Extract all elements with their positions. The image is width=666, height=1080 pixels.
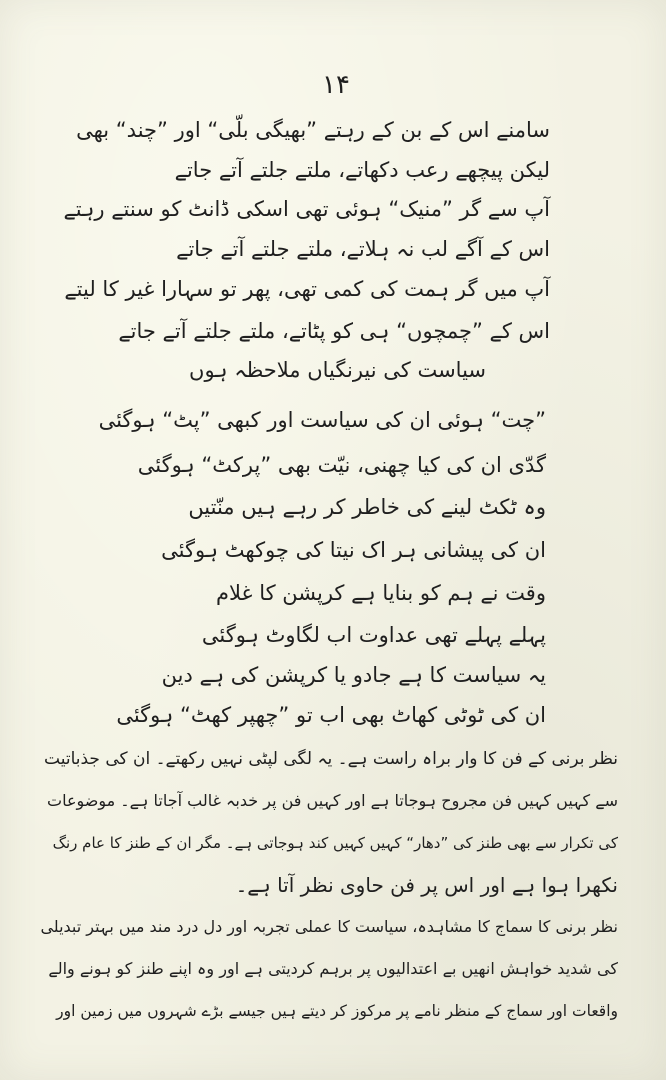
prose-line-4: نکھرا ہوا ہے اور اس پر فن حاوی نظر آتا ہے۔ [235, 873, 618, 897]
prose-line-7: واقعات اور سماج کے منظر نامے پر مرکوز کر دیتے ہیں جیسے بڑے شہروں میں زمین اور [56, 1002, 618, 1020]
verse-line-12: وقت نے ہم کو بنایا ہے کرپشن کا غلام [216, 581, 546, 605]
verse-line-9: گدّی ان کی کیا چھنی، نیّت بھی ”پرکٹ“ ہوگئی [137, 453, 546, 477]
page-number: ١۴ [322, 70, 350, 100]
verse-line-6: اس کے ”چمچوں“ ہی کو پٹاتے، ملتے جلتے آتے جاتے [118, 319, 550, 343]
prose-line-2: سے کہیں کہیں فن مجروح ہوجاتا ہے اور کہیں فن پر خدبہ غالب آجاتا ہے۔ موضوعات [47, 791, 618, 810]
prose-line-1: نظر برنی کے فن کا وار براہ راست ہے۔ یہ لگی لپٹی نہیں رکھتے۔ ان کی جذباتیت [44, 749, 618, 769]
verse-line-4: اس کے آگے لب نہ ہلاتے، ملتے جلتے آتے جاتے [176, 237, 550, 261]
prose-line-3: کی تکرار سے بھی طنز کی ”دھار“ کہیں کہیں کند ہوجاتی ہے۔ مگر ان کے طنز کا عام رنگ [52, 834, 618, 852]
verse-line-5: آپ میں گر ہمت کی کمی تھی، پھر تو سہارا غیر کا لیتے [64, 277, 550, 301]
verse-line-3: آپ سے گر ”منیک“ ہوئی تھی اسکی ڈانٹ کو سنتے رہتے [63, 197, 550, 221]
verse-line-14: یہ سیاست کا ہے جادو یا کرپشن کی ہے دین [161, 663, 546, 687]
verse-line-15: ان کی ٹوٹی کھاٹ بھی اب تو ”چھپر کھٹ“ ہوگئی [116, 703, 546, 727]
verse-line-10: وہ ٹکٹ لینے کی خاطر کر رہے ہیں منّتیں [188, 495, 546, 519]
verse-line-2: لیکن پیچھے رعب دکھاتے، ملتے جلتے آتے جاتے [174, 158, 550, 182]
verse-line-1: سامنے اس کے بن کے رہتے ”بھیگی بلّی“ اور ”چند“ بھی [76, 118, 550, 142]
verse-line-8: ”چت“ ہوئی ان کی سیاست اور کبھی ”پٹ“ ہوگئی [98, 408, 546, 432]
prose-line-6: کی شدید خواہش انھیں بے اعتدالیوں پر برہم کردیتی ہے اور وہ اپنے طنز کو ہونے والے [48, 959, 618, 978]
verse-line-7: سیاست کی نیرنگیاں ملاحظہ ہوں [189, 358, 486, 382]
prose-line-5: نظر برنی کا سماج کا مشاہدہ، سیاست کا عملی تجربہ اور دل درد مند میں بہتر تبدیلی [40, 917, 618, 936]
verse-line-11: ان کی پیشانی ہر اک نیتا کی چوکھٹ ہوگئی [161, 538, 546, 562]
verse-line-13: پہلے پہلے تھی عداوت اب لگاوٹ ہوگئی [201, 623, 546, 647]
